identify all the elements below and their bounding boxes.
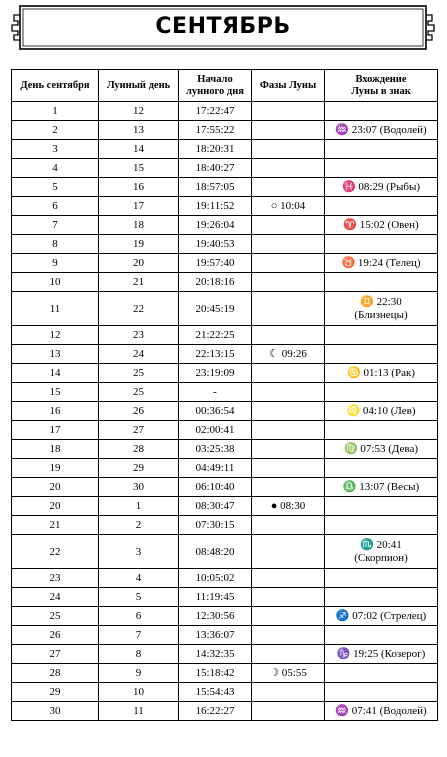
moon-phase-cell bbox=[252, 102, 325, 121]
lunar-day-cell: 3 bbox=[99, 535, 179, 569]
moon-sign-entry-cell bbox=[325, 273, 438, 292]
moon-sign-entry-cell bbox=[325, 140, 438, 159]
moon-phase-cell bbox=[252, 402, 325, 421]
moon-sign-entry-cell bbox=[325, 383, 438, 402]
lunar-day-cell: 27 bbox=[99, 421, 179, 440]
lunar-day-cell: 26 bbox=[99, 402, 179, 421]
moon-phase-cell bbox=[252, 459, 325, 478]
table-row bbox=[12, 478, 438, 497]
moon-phase-cell: ☽ 05:55 bbox=[252, 664, 325, 683]
moon-phase-cell bbox=[252, 364, 325, 383]
moon-sign-entry-cell bbox=[325, 326, 438, 345]
table-row bbox=[12, 702, 438, 721]
moon-sign-entry-cell bbox=[325, 535, 438, 569]
lunar-day-start-cell: 06:10:40 bbox=[179, 478, 252, 497]
table-row bbox=[12, 159, 438, 178]
table-row bbox=[12, 440, 438, 459]
lunar-day-start-cell: 10:05:02 bbox=[179, 569, 252, 588]
day-cell: 1 bbox=[12, 102, 99, 121]
moon-sign-entry-cell bbox=[325, 159, 438, 178]
lunar-day-start-cell: 12:30:56 bbox=[179, 607, 252, 626]
table-row bbox=[12, 254, 438, 273]
moon-sign-entry-cell: ♋ 01:13 (Рак) bbox=[325, 364, 438, 383]
lunar-day-start-cell: 18:57:05 bbox=[179, 178, 252, 197]
day-cell: 27 bbox=[12, 645, 99, 664]
moon-phase-cell bbox=[252, 121, 325, 140]
day-cell: 8 bbox=[12, 235, 99, 254]
moon-sign-entry-cell bbox=[325, 459, 438, 478]
moon-phase-cell bbox=[252, 588, 325, 607]
table-row bbox=[12, 402, 438, 421]
day-cell: 18 bbox=[12, 440, 99, 459]
table-row bbox=[12, 345, 438, 364]
lunar-day-start-cell: 19:40:53 bbox=[179, 235, 252, 254]
lunar-day-cell: 29 bbox=[99, 459, 179, 478]
lunar-day-cell: 12 bbox=[99, 102, 179, 121]
title-banner bbox=[11, 5, 435, 50]
lunar-day-cell: 23 bbox=[99, 326, 179, 345]
moon-sign-entry-cell: ♒ 07:41 (Водолей) bbox=[325, 702, 438, 721]
moon-phase-cell bbox=[252, 569, 325, 588]
moon-sign-entry-cell: ♍ 07:53 (Дева) bbox=[325, 440, 438, 459]
lunar-day-start-cell: 14:32:35 bbox=[179, 645, 252, 664]
table-row bbox=[12, 140, 438, 159]
table-row bbox=[12, 664, 438, 683]
day-cell: 2 bbox=[12, 121, 99, 140]
table-row bbox=[12, 626, 438, 645]
lunar-day-cell: 15 bbox=[99, 159, 179, 178]
moon-sign-entry-cell bbox=[325, 421, 438, 440]
moon-phase-cell bbox=[252, 535, 325, 569]
lunar-day-start-cell: 18:40:27 bbox=[179, 159, 252, 178]
day-cell: 13 bbox=[12, 345, 99, 364]
day-cell: 23 bbox=[12, 569, 99, 588]
lunar-day-cell: 14 bbox=[99, 140, 179, 159]
day-cell: 11 bbox=[12, 292, 99, 326]
moon-phase-cell bbox=[252, 326, 325, 345]
lunar-day-cell: 2 bbox=[99, 516, 179, 535]
lunar-day-cell: 8 bbox=[99, 645, 179, 664]
moon-sign-entry-cell bbox=[325, 292, 438, 326]
moon-phase-cell bbox=[252, 178, 325, 197]
moon-phase-cell bbox=[252, 516, 325, 535]
moon-sign-entry-cell: ♑ 19:25 (Козерог) bbox=[325, 645, 438, 664]
moon-sign-entry-cell: ♌ 04:10 (Лев) bbox=[325, 402, 438, 421]
lunar-day-start-cell: 11:19:45 bbox=[179, 588, 252, 607]
table-row bbox=[12, 178, 438, 197]
lunar-day-start-cell: 21:22:25 bbox=[179, 326, 252, 345]
lunar-day-start-cell: 19:11:52 bbox=[179, 197, 252, 216]
day-cell: 5 bbox=[12, 178, 99, 197]
day-cell: 20 bbox=[12, 478, 99, 497]
lunar-day-cell: 10 bbox=[99, 683, 179, 702]
day-cell: 14 bbox=[12, 364, 99, 383]
lunar-day-cell: 24 bbox=[99, 345, 179, 364]
lunar-day-start-cell: 22:13:15 bbox=[179, 345, 252, 364]
table-row bbox=[12, 607, 438, 626]
lunar-day-cell: 21 bbox=[99, 273, 179, 292]
sign-entry-time: ♏ 20:41 bbox=[360, 538, 402, 551]
lunar-day-start-cell: 03:25:38 bbox=[179, 440, 252, 459]
table-row bbox=[12, 569, 438, 588]
sign-name: (Близнецы) bbox=[354, 308, 408, 321]
table-row bbox=[12, 497, 438, 516]
day-cell: 26 bbox=[12, 626, 99, 645]
day-cell: 17 bbox=[12, 421, 99, 440]
moon-sign-entry-cell bbox=[325, 569, 438, 588]
moon-sign-entry-cell: ♎ 13:07 (Весы) bbox=[325, 478, 438, 497]
table-row bbox=[12, 364, 438, 383]
moon-sign-entry-cell bbox=[325, 588, 438, 607]
lunar-day-start-cell: 13:36:07 bbox=[179, 626, 252, 645]
lunar-day-start-cell: 15:18:42 bbox=[179, 664, 252, 683]
lunar-day-cell: 20 bbox=[99, 254, 179, 273]
table-row bbox=[12, 292, 438, 326]
lunar-day-cell: 7 bbox=[99, 626, 179, 645]
lunar-day-cell: 13 bbox=[99, 121, 179, 140]
lunar-day-cell: 9 bbox=[99, 664, 179, 683]
moon-sign-entry-cell bbox=[325, 516, 438, 535]
lunar-day-start-cell: 23:19:09 bbox=[179, 364, 252, 383]
header-moon-phase: Фазы Луны bbox=[252, 70, 325, 102]
day-cell: 30 bbox=[12, 702, 99, 721]
lunar-day-cell: 11 bbox=[99, 702, 179, 721]
day-cell: 25 bbox=[12, 607, 99, 626]
lunar-day-cell: 5 bbox=[99, 588, 179, 607]
lunar-day-cell: 17 bbox=[99, 197, 179, 216]
day-cell: 19 bbox=[12, 459, 99, 478]
lunar-day-cell: 6 bbox=[99, 607, 179, 626]
table-row bbox=[12, 235, 438, 254]
moon-phase-cell bbox=[252, 440, 325, 459]
lunar-day-start-cell: 20:18:16 bbox=[179, 273, 252, 292]
lunar-day-start-cell: 18:20:31 bbox=[179, 140, 252, 159]
sign-entry-time: ♊ 22:30 bbox=[360, 295, 402, 308]
lunar-day-cell: 18 bbox=[99, 216, 179, 235]
table-row bbox=[12, 516, 438, 535]
day-cell: 12 bbox=[12, 326, 99, 345]
header-day: День сентября bbox=[12, 70, 99, 102]
table-row bbox=[12, 197, 438, 216]
header-lunar-day: Лунный день bbox=[99, 70, 179, 102]
moon-sign-entry-cell: ♉ 19:24 (Телец) bbox=[325, 254, 438, 273]
day-cell: 3 bbox=[12, 140, 99, 159]
day-cell: 16 bbox=[12, 402, 99, 421]
moon-phase-cell bbox=[252, 626, 325, 645]
day-cell: 29 bbox=[12, 683, 99, 702]
moon-phase-cell: ● 08:30 bbox=[252, 497, 325, 516]
lunar-day-start-cell: 17:55:22 bbox=[179, 121, 252, 140]
moon-sign-entry-cell bbox=[325, 235, 438, 254]
moon-sign-entry-cell: ♈ 15:02 (Овен) bbox=[325, 216, 438, 235]
lunar-day-start-cell: 07:30:15 bbox=[179, 516, 252, 535]
moon-phase-cell: ○ 10:04 bbox=[252, 197, 325, 216]
lunar-day-cell: 25 bbox=[99, 364, 179, 383]
page-title: СЕНТЯБРЬ bbox=[155, 14, 291, 39]
day-cell: 4 bbox=[12, 159, 99, 178]
moon-sign-entry-cell bbox=[325, 664, 438, 683]
day-cell: 24 bbox=[12, 588, 99, 607]
lunar-day-start-cell: 00:36:54 bbox=[179, 402, 252, 421]
lunar-day-start-cell: 04:49:11 bbox=[179, 459, 252, 478]
moon-phase-cell bbox=[252, 292, 325, 326]
moon-sign-entry-cell: ♒ 23:07 (Водолей) bbox=[325, 121, 438, 140]
lunar-day-start-cell: 19:57:40 bbox=[179, 254, 252, 273]
lunar-day-start-cell: 17:22:47 bbox=[179, 102, 252, 121]
header-moon-sign-entry: Вхождение Луны в знак bbox=[325, 70, 438, 102]
lunar-day-cell: 1 bbox=[99, 497, 179, 516]
day-cell: 21 bbox=[12, 516, 99, 535]
moon-sign-entry-cell: ♓ 08:29 (Рыбы) bbox=[325, 178, 438, 197]
moon-phase-cell bbox=[252, 478, 325, 497]
lunar-day-cell: 22 bbox=[99, 292, 179, 326]
lunar-calendar-table bbox=[11, 69, 438, 721]
lunar-day-start-cell: 15:54:43 bbox=[179, 683, 252, 702]
moon-sign-entry-cell: ♐ 07:02 (Стрелец) bbox=[325, 607, 438, 626]
table-row bbox=[12, 683, 438, 702]
day-cell: 7 bbox=[12, 216, 99, 235]
lunar-day-cell: 30 bbox=[99, 478, 179, 497]
moon-phase-cell bbox=[252, 159, 325, 178]
lunar-day-start-cell: - bbox=[179, 383, 252, 402]
lunar-day-start-cell: 08:48:20 bbox=[179, 535, 252, 569]
table-row bbox=[12, 102, 438, 121]
moon-phase-cell bbox=[252, 683, 325, 702]
lunar-day-start-cell: 02:00:41 bbox=[179, 421, 252, 440]
moon-sign-entry-cell bbox=[325, 497, 438, 516]
moon-sign-entry-cell bbox=[325, 626, 438, 645]
moon-sign-entry-cell bbox=[325, 683, 438, 702]
table-row bbox=[12, 383, 438, 402]
moon-phase-cell bbox=[252, 645, 325, 664]
moon-phase-cell bbox=[252, 140, 325, 159]
sign-name: (Скорпион) bbox=[354, 551, 408, 564]
table-row bbox=[12, 216, 438, 235]
day-cell: 22 bbox=[12, 535, 99, 569]
moon-sign-entry-cell bbox=[325, 102, 438, 121]
moon-phase-cell bbox=[252, 702, 325, 721]
table-row bbox=[12, 273, 438, 292]
day-cell: 10 bbox=[12, 273, 99, 292]
lunar-day-start-cell: 08:30:47 bbox=[179, 497, 252, 516]
moon-phase-cell: ☾ 09:26 bbox=[252, 345, 325, 364]
moon-sign-entry-cell bbox=[325, 197, 438, 216]
day-cell: 28 bbox=[12, 664, 99, 683]
moon-sign-entry-cell bbox=[325, 345, 438, 364]
day-cell: 15 bbox=[12, 383, 99, 402]
lunar-day-start-cell: 19:26:04 bbox=[179, 216, 252, 235]
moon-phase-cell bbox=[252, 216, 325, 235]
lunar-day-cell: 28 bbox=[99, 440, 179, 459]
lunar-day-start-cell: 20:45:19 bbox=[179, 292, 252, 326]
moon-phase-cell bbox=[252, 383, 325, 402]
table-row bbox=[12, 459, 438, 478]
day-cell: 20 bbox=[12, 497, 99, 516]
moon-phase-cell bbox=[252, 254, 325, 273]
lunar-day-cell: 16 bbox=[99, 178, 179, 197]
lunar-day-cell: 4 bbox=[99, 569, 179, 588]
lunar-day-start-cell: 16:22:27 bbox=[179, 702, 252, 721]
moon-phase-cell bbox=[252, 235, 325, 254]
table-row bbox=[12, 645, 438, 664]
header-lunar-day-start: Начало лунного дня bbox=[179, 70, 252, 102]
table-row bbox=[12, 121, 438, 140]
table-row bbox=[12, 326, 438, 345]
lunar-day-cell: 19 bbox=[99, 235, 179, 254]
table-row bbox=[12, 588, 438, 607]
table-row bbox=[12, 535, 438, 569]
day-cell: 9 bbox=[12, 254, 99, 273]
moon-phase-cell bbox=[252, 607, 325, 626]
lunar-day-cell: 25 bbox=[99, 383, 179, 402]
table-header-row bbox=[12, 70, 438, 102]
day-cell: 6 bbox=[12, 197, 99, 216]
table-row bbox=[12, 421, 438, 440]
moon-phase-cell bbox=[252, 273, 325, 292]
moon-phase-cell bbox=[252, 421, 325, 440]
